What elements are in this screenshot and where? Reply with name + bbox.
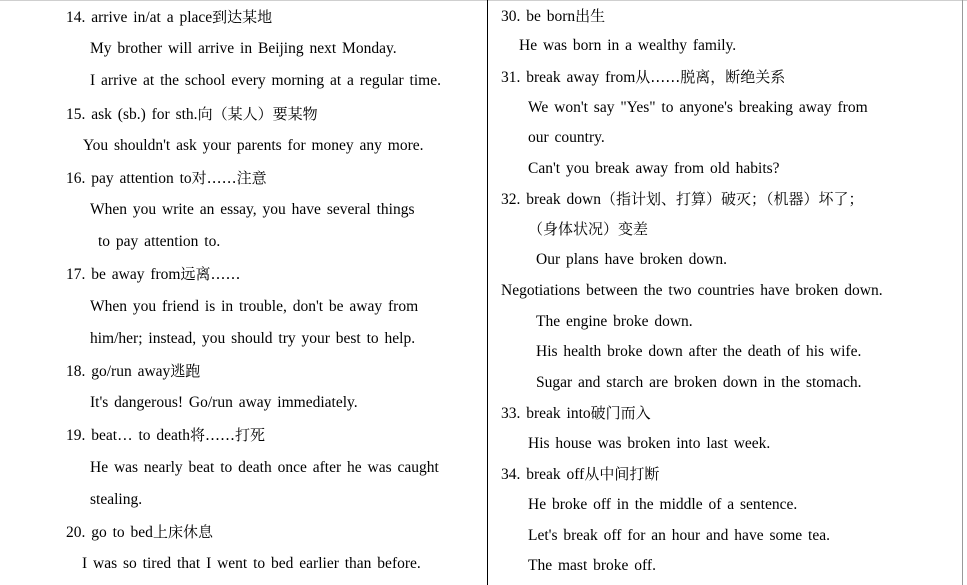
entry-17-example-1: When you friend is in trouble, don't be away from: [90, 298, 419, 315]
entry-34-example-1: He broke off in the middle of a sentence.: [528, 496, 798, 513]
entry-32-phrase: 32. break down: [501, 191, 601, 208]
entry-19-example-1: He was nearly beat to death once after he was caught: [90, 459, 439, 476]
entry-30-phrase: 30. be born: [501, 8, 576, 25]
entry-20-meaning: 上床休息: [152, 523, 213, 541]
entry-30-example-1: He was born in a wealthy family.: [519, 37, 737, 54]
entry-15-meaning: 向（某人）要某物: [197, 105, 318, 123]
entry-34-meaning: 从中间打断: [584, 465, 660, 483]
entry-14-meaning: 到达某地: [212, 8, 273, 26]
entry-31-example-2: our country.: [528, 129, 605, 146]
entry-34-example-2: Let's break off for an hour and have some tea.: [528, 527, 830, 544]
entry-33-meaning: 破门而入: [590, 404, 651, 422]
entry-20-example-1: I was so tired that I went to bed earlier than before.: [82, 555, 421, 572]
entry-32-example-1: Our plans have broken down.: [536, 251, 727, 268]
entry-16-example-1: When you write an essay, you have several things: [90, 201, 415, 218]
entry-32-meaning: （指计划、打算）破灭；（机器）坏了；: [601, 190, 864, 208]
entry-32-example-3: The engine broke down.: [536, 313, 693, 330]
entry-30-meaning: 出生: [575, 7, 606, 25]
entry-15-heading: [66, 104, 318, 125]
entry-33-phrase: 33. break into: [501, 405, 591, 422]
entry-16-example-2: to pay attention to.: [98, 233, 221, 250]
entry-14-phrase: 14. arrive in/at a place: [66, 9, 213, 26]
entry-19-phrase: 19. beat… to death: [66, 427, 190, 444]
page-right-border: [962, 0, 963, 585]
entry-17-meaning: 远离……: [180, 265, 241, 283]
entry-17-phrase: 17. be away from: [66, 266, 181, 283]
entry-34-heading: [501, 464, 659, 485]
entry-32-meaning-continued: （身体状况）变差: [528, 220, 649, 238]
entry-31-example-3: Can't you break away from old habits?: [528, 160, 780, 177]
entry-14-example-1: My brother will arrive in Beijing next Monday.: [90, 40, 397, 57]
entry-32-example-5: Sugar and starch are broken down in the stomach.: [536, 374, 862, 391]
entry-32-example-4: His health broke down after the death of his wife.: [536, 343, 862, 360]
entry-14-heading: [66, 7, 272, 28]
entry-31-example-1: We won't say "Yes" to anyone's breaking away from: [528, 99, 868, 116]
entry-15-phrase: 15. ask (sb.) for sth.: [66, 106, 198, 123]
page-top-border: [0, 0, 967, 1]
entry-18-phrase: 18. go/run away: [66, 363, 171, 380]
entry-31-meaning: 从……脱离，断绝关系: [635, 68, 786, 86]
entry-20-heading: [66, 522, 213, 543]
entry-19-meaning: 将……打死: [189, 426, 265, 444]
entry-16-phrase: 16. pay attention to: [66, 170, 192, 187]
entry-17-example-2: him/her; instead, you should try your best to help.: [90, 330, 416, 347]
entry-34-phrase: 34. break off: [501, 466, 585, 483]
column-divider: [487, 0, 488, 585]
entry-33-heading: [501, 403, 651, 424]
entry-20-phrase: 20. go to bed: [66, 524, 153, 541]
entry-32-heading: [501, 189, 864, 210]
entry-30-heading: [501, 6, 605, 27]
entry-18-heading: [66, 361, 200, 382]
entry-16-heading: [66, 168, 267, 189]
entry-16-meaning: 对……注意: [191, 169, 267, 187]
entry-31-heading: [501, 67, 785, 88]
entry-17-heading: [66, 264, 240, 285]
entry-14-example-2: I arrive at the school every morning at a regular time.: [90, 72, 441, 89]
entry-34-example-3: The mast broke off.: [528, 557, 656, 574]
entry-15-example-1: You shouldn't ask your parents for money any more.: [83, 137, 424, 154]
entry-18-meaning: 逃跑: [170, 362, 201, 380]
entry-33-example-1: His house was broken into last week.: [528, 435, 771, 452]
entry-32-example-2: Negotiations between the two countries have broken down.: [501, 282, 883, 299]
entry-19-example-2: stealing.: [90, 491, 143, 508]
entry-31-phrase: 31. break away from: [501, 69, 636, 86]
entry-19-heading: [66, 425, 265, 446]
entry-18-example-1: It's dangerous! Go/run away immediately.: [90, 394, 358, 411]
